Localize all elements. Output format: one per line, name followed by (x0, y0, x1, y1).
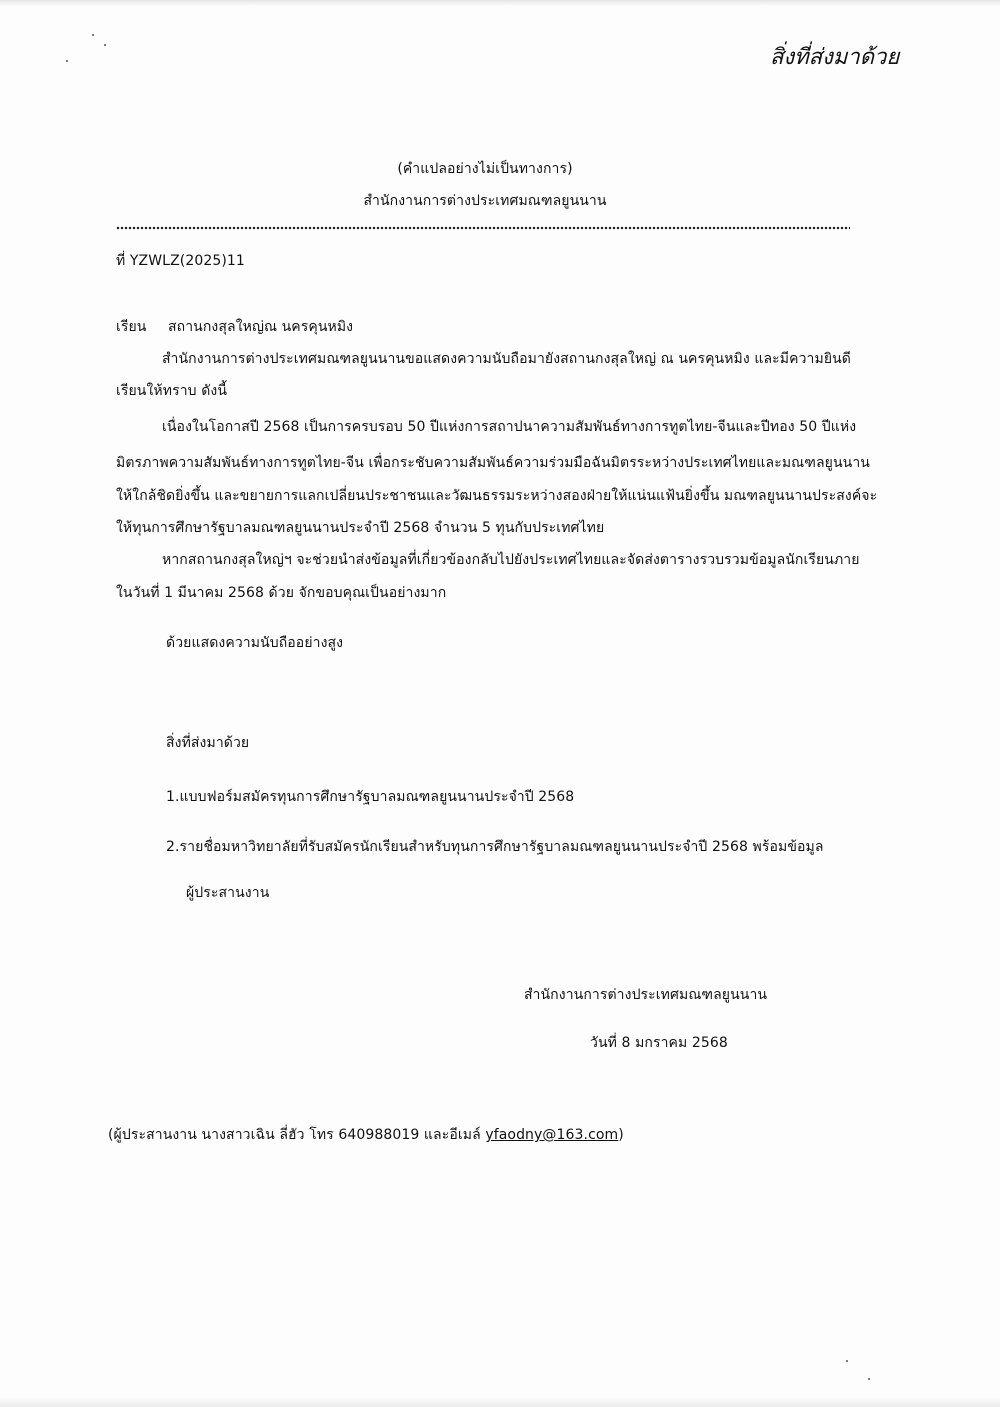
issuer-heading: สำนักงานการต่างประเทศมณฑลยูนนาน (363, 193, 607, 209)
contact-email: yfaodny@163.com (485, 1127, 619, 1143)
contact-line (108, 1126, 624, 1144)
scan-speck (66, 60, 68, 62)
enclosure-stamp: สิ่งที่ส่งมาด้วย (770, 45, 900, 70)
scan-speck (104, 44, 106, 46)
closing-line: ด้วยแสดงความนับถืออย่างสูง (166, 635, 344, 651)
scan-edge-top (0, 0, 1000, 6)
signature-date: วันที่ 8 มกราคม 2568 (590, 1035, 728, 1051)
asterisk-divider (116, 225, 850, 231)
scan-speck (868, 1378, 870, 1380)
enclosure-item-2: 2.รายชื่อมหาวิทยาลัยที่รับสมัครนักเรียนสำหรับทุนการศึกษารัฐบาลมณฑลยูนนานประจำปี 2568 พร้อมข้อมูล (166, 839, 824, 855)
body-paragraph-2-line-4: ให้ทุนการศึกษารัฐบาลมณฑลยูนนานประจำปี 2568 จำนวน 5 ทุนกับประเทศไทย (116, 520, 605, 536)
translation-note: (คำแปลอย่างไม่เป็นทางการ) (397, 161, 573, 177)
enclosure-item-2-continued: ผู้ประสานงาน (186, 885, 270, 901)
enclosure-item-1: 1.แบบฟอร์มสมัครทุนการศึกษารัฐบาลมณฑลยูนนานประจำปี 2568 (166, 789, 575, 805)
body-paragraph-3-line-1: หากสถานกงสุลใหญ่ฯ จะช่วยนำส่งข้อมูลที่เกี่ยวข้องกลับไปยังประเทศไทยและจัดส่งตารางรวบรวมข้อมูลนักเรียนภาย (162, 552, 860, 568)
body-paragraph-2-line-2: มิตรภาพความสัมพันธ์ทางการทูตไทย-จีน เพื่อกระชับความสัมพันธ์ความร่วมมือฉันมิตรระหว่างประเทศไทยและมณฑลยูนนาน (116, 455, 870, 471)
salutation-label: เรียน (116, 319, 147, 335)
body-paragraph-1-line-2: เรียนให้ทราบ ดังนี้ (116, 383, 227, 399)
scan-speck (846, 1360, 848, 1362)
salutation-recipient: สถานกงสุลใหญ่ณ นครคุนหมิง (168, 319, 354, 335)
body-paragraph-3-line-2: ในวันที่ 1 มีนาคม 2568 ด้วย จักขอบคุณเป็นอย่างมาก (116, 585, 447, 601)
body-paragraph-2-line-1: เนื่องในโอกาสปี 2568 เป็นการครบรอบ 50 ปีแห่งการสถาปนาความสัมพันธ์ทางการทูตไทย-จีนและปีทอง 50 ปีแห่ง (162, 419, 857, 435)
enclosures-heading: สิ่งที่ส่งมาด้วย (166, 735, 250, 751)
body-paragraph-1-line-1: สำนักงานการต่างประเทศมณฑลยูนนานขอแสดงความนับถือมายังสถานกงสุลใหญ่ ณ นครคุนหมิง และมีความยินดี (162, 351, 851, 367)
contact-prefix: (ผู้ประสานงาน นางสาวเฉิน ลี่ฮัว โทร 640988019 และอีเมล์ (108, 1127, 486, 1143)
contact-suffix: ) (618, 1127, 624, 1143)
signature-office: สำนักงานการต่างประเทศมณฑลยูนนาน (524, 987, 768, 1003)
reference-number: ที่ YZWLZ(2025)11 (116, 253, 245, 269)
scan-speck (92, 34, 94, 36)
scan-edge-bottom (0, 1397, 1000, 1407)
body-paragraph-2-line-3: ให้ใกล้ชิดยิ่งขึ้น และขยายการแลกเปลี่ยนประชาชนและวัฒนธรรมระหว่างสองฝ่ายให้แน่นแฟ้นยิ่งขึ้น มณฑลยูนนานประสงค์จะ (116, 488, 878, 504)
